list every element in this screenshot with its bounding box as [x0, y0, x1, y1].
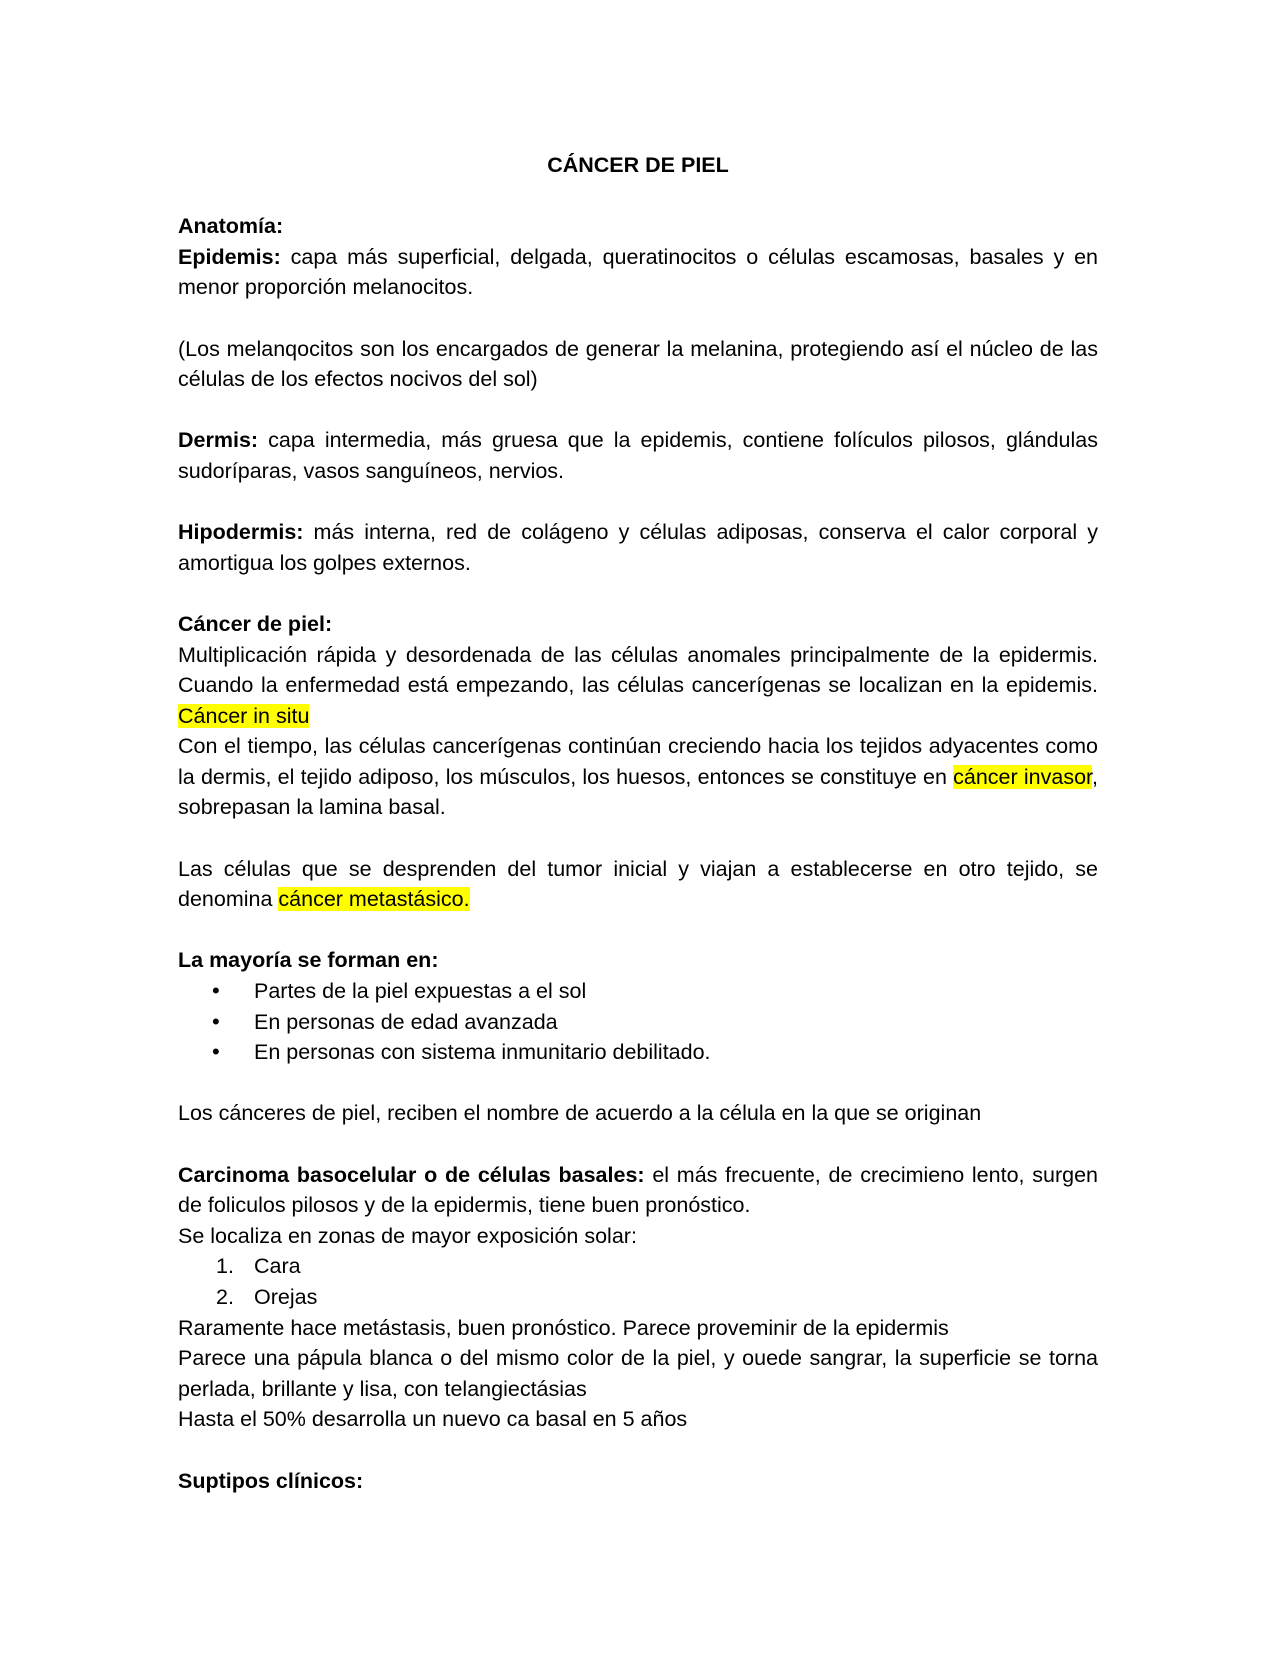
anatomia-heading: Anatomía: [178, 214, 284, 239]
carcinoma-paragraph: Carcinoma basocelular o de células basales: el más frecuente, de crecimieno lento, surgen de foliculos pilosos y de la epidermis, tiene buen pronóstico. [178, 1162, 1098, 1218]
localiza-list [178, 1251, 1098, 1312]
document-body [178, 150, 1098, 1496]
carcinoma-label: Carcinoma basocelular o de células basales: [178, 1162, 645, 1187]
bullet-icon: • [212, 978, 220, 1004]
epidermis-label: Epidemis: [178, 244, 281, 269]
cancer-paragraph-1: Multiplicación rápida y desordenada de las células anomales principalmente de la epidermis. Cuando la enfermedad está empezando, las células cancerígenas se localizan en la epidemis. Cáncer in situ [178, 642, 1098, 728]
cancer-heading: Cáncer de piel: [178, 611, 333, 636]
list-item: 1. Cara [216, 1254, 301, 1279]
list-item: • Partes de la piel expuestas a el sol [178, 976, 1098, 1007]
list-item: • En personas con sistema inmunitario debilitado. [178, 1037, 1098, 1068]
highlight-invasor: cáncer invasor [953, 764, 1093, 789]
hipodermis-label: Hipodermis: [178, 520, 304, 545]
bullet-icon: • [212, 1039, 220, 1065]
highlight-in-situ: Cáncer in situ [178, 703, 310, 728]
localiza-line: Se localiza en zonas de mayor exposición solar: [178, 1223, 637, 1248]
mayoria-list [178, 976, 1098, 1068]
cancer-paragraph-3: Las células que se desprenden del tumor inicial y viajan a establecerse en otro tejido, se denomina cáncer metastásico. [178, 856, 1098, 912]
carcinoma-line-3: Hasta el 50% desarrolla un nuevo ca basal en 5 años [178, 1407, 688, 1432]
bullet-icon: • [212, 1008, 220, 1034]
hipodermis-text: más interna, red de colágeno y células adiposas, conserva el calor corporal y amortigua los golpes externos. [178, 520, 1098, 575]
epidermis-text: capa más superficial, delgada, queratinocitos o células escamosas, basales y en menor proporción melanocitos. [178, 244, 1098, 300]
dermis-paragraph [178, 425, 1098, 486]
dermis-label: Dermis: [178, 428, 259, 453]
document-title: CÁNCER DE PIEL [547, 153, 729, 177]
carcinoma-line-2: Parece una pápula blanca o del mismo color de la piel, y ouede sangrar, la superficie se torna perlada, brillante y lisa, con telangiectásias [178, 1346, 1098, 1401]
epidermis-paragraph [178, 242, 1098, 303]
hipodermis-paragraph [178, 517, 1098, 578]
carcinoma-line-1: Raramente hace metástasis, buen pronóstico. Parece proveminir de la epidermis [178, 1315, 949, 1340]
dermis-text: capa intermedia, más gruesa que la epidemis, contiene folículos pilosos, glándulas sudoríparas, vasos sanguíneos, nervios. [178, 428, 1098, 483]
mayoria-heading: La mayoría se forman en: [178, 948, 439, 973]
subtipos-heading: Suptipos clínicos: [178, 1468, 364, 1493]
highlight-metastasico: cáncer metastásico. [278, 887, 470, 912]
nombre-paragraph: Los cánceres de piel, reciben el nombre de acuerdo a la célula en la que se originan [178, 1101, 982, 1126]
list-item: • En personas de edad avanzada [178, 1007, 1098, 1038]
melanocitos-note: (Los melanqocitos son los encargados de generar la melanina, protegiendo así el núcleo de las células de los efectos nocivos del sol) [178, 336, 1098, 392]
cancer-paragraph-2: Con el tiempo, las células cancerígenas continúan creciendo hacia los tejidos adyacentes como la dermis, el tejido adiposo, los músculos, los huesos, entonces se constituye en cáncer invasor, sobrepasan la lamina basal. [178, 734, 1098, 820]
list-item: 2. Orejas [216, 1284, 318, 1309]
